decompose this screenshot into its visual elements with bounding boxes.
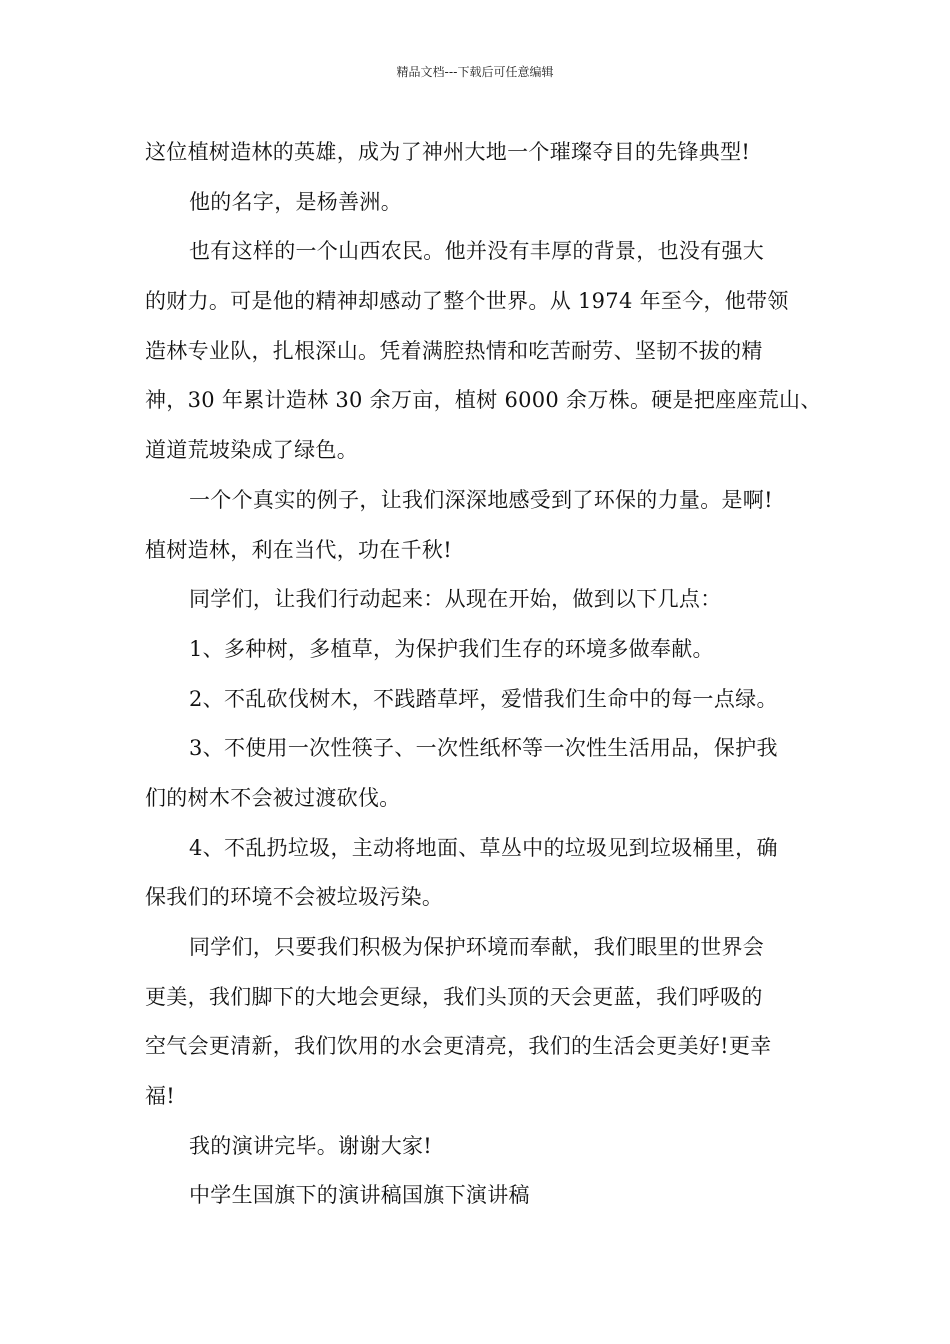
list-item-continuation: 们的树木不会被过渡砍伐。 <box>145 785 401 810</box>
text-line: 我的演讲完毕。谢谢大家! <box>189 1133 433 1158</box>
text-line: 他的名字，是杨善洲。 <box>189 189 402 214</box>
text-line: 植树造林，利在当代，功在千秋! <box>145 537 452 562</box>
document-body <box>145 128 825 1221</box>
text-line: 这位植树造林的英雄，成为了神州大地一个璀璨夺目的先锋典型! <box>145 140 751 164</box>
page-header: 精品文档---下载后可任意编辑 <box>396 65 554 79</box>
text-line: 更美，我们脚下的大地会更绿，我们头顶的天会更蓝，我们呼吸的 <box>145 984 763 1009</box>
list-item: 2、不乱砍伐树木，不践踏草坪，爱惜我们生命中的每一点绿。 <box>189 686 778 711</box>
text-line: 也有这样的一个山西农民。他并没有丰厚的背景，也没有强大 <box>189 239 765 264</box>
text-line: 道道荒坡染成了绿色。 <box>145 438 358 463</box>
list-item: 1、多种树，多植草，为保护我们生存的环境多做奉献。 <box>189 636 714 661</box>
text-line: 的财力。可是他的精神却感动了整个世界。从 1974 年至今，他带领 <box>145 289 789 314</box>
text-line: 造林专业队，扎根深山。凭着满腔热情和吃苦耐劳、坚韧不拔的精 <box>145 338 763 363</box>
text-line: 同学们，让我们行动起来：从现在开始，做到以下几点： <box>189 587 722 612</box>
list-item: 3、不使用一次性筷子、一次性纸杯等一次性生活用品，保护我 <box>189 736 778 761</box>
text-line: 空气会更清新，我们饮用的水会更清亮，我们的生活会更美好!更幸 <box>145 1034 772 1059</box>
text-line: 福! <box>145 1084 176 1109</box>
text-line: 同学们，只要我们积极为保护环境而奉献，我们眼里的世界会 <box>189 935 765 959</box>
section-title: 中学生国旗下的演讲稿国旗下演讲稿 <box>189 1183 530 1208</box>
list-item-continuation: 保我们的环境不会被垃圾污染。 <box>145 885 444 910</box>
text-line: 一个个真实的例子，让我们深深地感受到了环保的力量。是啊! <box>189 487 773 512</box>
list-item: 4、不乱扔垃圾，主动将地面、草丛中的垃圾见到垃圾桶里，确 <box>189 835 778 860</box>
text-line: 神，30 年累计造林 30 余万亩，植树 6000 余万株。硬是把座座荒山、 <box>145 388 822 413</box>
